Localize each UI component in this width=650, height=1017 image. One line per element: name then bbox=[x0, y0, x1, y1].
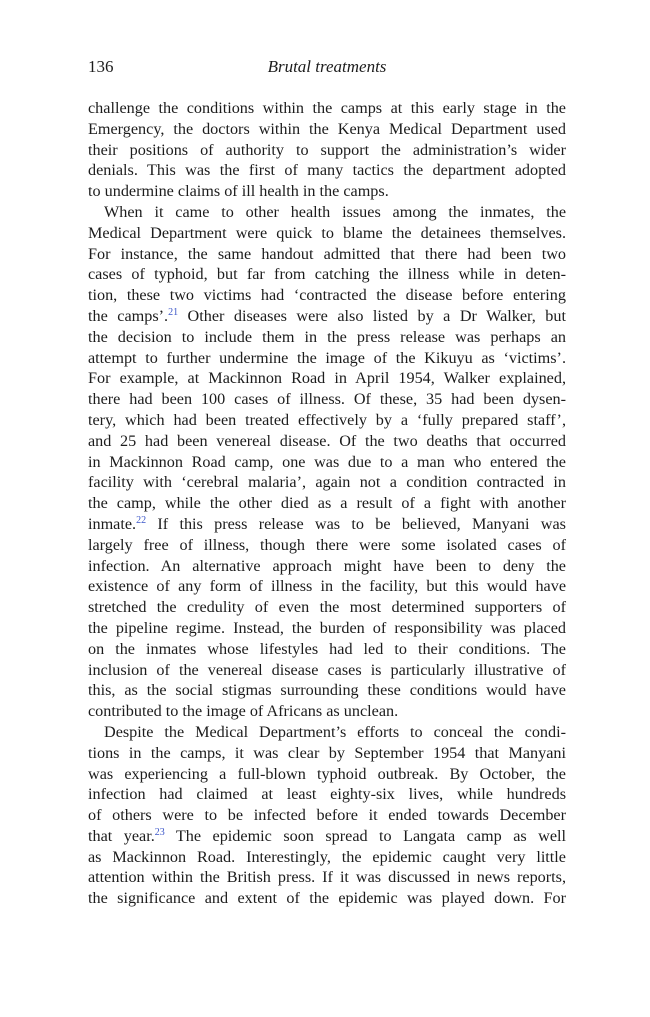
text-line bbox=[88, 784, 566, 805]
text-line bbox=[88, 368, 566, 389]
line-text: the pipeline regime. Instead, the burden of responsibility was placed bbox=[88, 618, 566, 637]
line-text: attempt to further undermine the image of the Kikuyu as ‘victims’. bbox=[88, 348, 566, 367]
line-text: Emergency, the doctors within the Kenya Medical Department used bbox=[88, 119, 566, 138]
text-line bbox=[88, 140, 566, 161]
text-line bbox=[88, 535, 566, 556]
line-text: infection had claimed at least eighty-six lives, while hundreds bbox=[88, 785, 566, 804]
text-line bbox=[88, 556, 566, 577]
line-text: When it came to other health issues among the inmates, the bbox=[104, 202, 566, 221]
text-line bbox=[88, 493, 566, 514]
text-line bbox=[88, 576, 566, 597]
text-line bbox=[88, 223, 566, 244]
text-line bbox=[88, 680, 566, 701]
line-text: inmate. bbox=[88, 514, 137, 533]
text-line bbox=[88, 701, 566, 722]
line-text: facility with ‘cerebral malaria’, again not a condition contracted in bbox=[88, 473, 566, 492]
text-line bbox=[88, 618, 566, 639]
line-text: infection. An alternative approach might have been to deny the bbox=[88, 556, 566, 575]
line-text: to undermine claims of ill health in the camps. bbox=[88, 182, 389, 201]
line-text: tions in the camps, it was clear by September 1954 that Manyani bbox=[88, 743, 566, 762]
line-text: challenge the conditions within the camps at this early stage in the bbox=[88, 99, 566, 117]
line-text: on the inmates whose lifestyles had led to their conditions. The bbox=[88, 639, 566, 658]
line-text: of others were to be infected before it ended towards December bbox=[88, 806, 566, 825]
line-text: largely free of illness, though there were some isolated cases of bbox=[88, 535, 566, 554]
line-text: attention within the British press. If it was discussed in news reports, bbox=[88, 868, 566, 887]
line-text: inclusion of the venereal disease cases is particularly illustrative of bbox=[88, 660, 566, 679]
text-line bbox=[88, 119, 566, 140]
running-head bbox=[88, 57, 566, 81]
text-line bbox=[88, 181, 566, 202]
footnote-ref[interactable]: 22 bbox=[136, 514, 147, 526]
text-line bbox=[88, 410, 566, 431]
footnote-ref[interactable]: 21 bbox=[168, 306, 179, 318]
line-text: contributed to the image of Africans as unclean. bbox=[88, 702, 399, 721]
line-text: Despite the Medical Department’s efforts to conceal the condi- bbox=[104, 722, 566, 741]
line-text: this, as the social stigmas surrounding these conditions would have bbox=[88, 681, 566, 700]
line-text: If this press release was to be believed, Manyani was bbox=[146, 514, 566, 533]
line-text: their positions of authority to support the administration’s wider bbox=[88, 140, 566, 159]
line-text: stretched the credulity of even the most determined supporters of bbox=[88, 598, 566, 617]
text-line bbox=[88, 660, 566, 681]
text-line bbox=[88, 389, 566, 410]
line-text: the decision to include them in the press release was perhaps an bbox=[88, 327, 566, 346]
text-line bbox=[88, 431, 566, 452]
line-text: For instance, the same handout admitted that there had been two bbox=[88, 244, 566, 263]
text-line bbox=[88, 306, 566, 327]
line-text: the camp, while the other died as a result of a fight with another bbox=[88, 494, 566, 513]
line-text: Other diseases were also listed by a Dr Walker, but bbox=[178, 306, 566, 325]
line-text: For example, at Mackinnon Road in April 1954, Walker explained, bbox=[88, 369, 566, 388]
line-text: tion, these two victims had ‘contracted the disease before entering bbox=[88, 286, 566, 305]
text-line bbox=[88, 805, 566, 826]
text-line bbox=[88, 888, 566, 909]
body-text bbox=[88, 98, 566, 909]
text-line bbox=[88, 160, 566, 181]
text-line bbox=[88, 847, 566, 868]
text-line bbox=[88, 327, 566, 348]
text-line bbox=[88, 743, 566, 764]
text-line bbox=[88, 472, 566, 493]
text-line bbox=[88, 826, 566, 847]
text-line bbox=[88, 348, 566, 369]
line-text: was experiencing a full-blown typhoid outbreak. By October, the bbox=[88, 764, 566, 783]
line-text: cases of typhoid, but far from catching the illness while in deten- bbox=[88, 265, 566, 284]
text-line bbox=[88, 285, 566, 306]
text-line bbox=[88, 264, 566, 285]
line-text: the camps’. bbox=[88, 306, 169, 325]
line-text: and 25 had been venereal disease. Of the two deaths that occurred bbox=[88, 431, 566, 450]
footnote-ref[interactable]: 23 bbox=[154, 826, 165, 838]
line-text: tery, which had been treated effectively by a ‘fully prepared staff’, bbox=[88, 410, 566, 429]
text-line bbox=[88, 764, 566, 785]
text-line bbox=[88, 514, 566, 535]
line-text: there had been 100 cases of illness. Of these, 35 had been dysen- bbox=[88, 390, 566, 409]
text-line bbox=[88, 597, 566, 618]
line-text: the significance and extent of the epidemic was played down. For bbox=[88, 889, 566, 908]
line-text: denials. This was the first of many tactics the department adopted bbox=[88, 161, 566, 180]
page-number: 136 bbox=[88, 57, 114, 76]
text-line bbox=[88, 722, 566, 743]
text-line bbox=[88, 244, 566, 265]
text-line bbox=[88, 639, 566, 660]
text-line bbox=[88, 867, 566, 888]
text-line bbox=[88, 452, 566, 473]
line-text: existence of any form of illness in the facility, but this would have bbox=[88, 577, 566, 596]
line-text: that year. bbox=[88, 826, 155, 845]
text-line bbox=[88, 98, 566, 119]
line-text: The epidemic soon spread to Langata camp as well bbox=[164, 826, 566, 845]
running-title: Brutal treatments bbox=[267, 57, 387, 76]
line-text: as Mackinnon Road. Interestingly, the epidemic caught very little bbox=[88, 847, 566, 866]
text-line bbox=[88, 202, 566, 223]
line-text: in Mackinnon Road camp, one was due to a man who entered the bbox=[88, 452, 566, 471]
line-text: Medical Department were quick to blame the detainees themselves. bbox=[88, 223, 566, 242]
